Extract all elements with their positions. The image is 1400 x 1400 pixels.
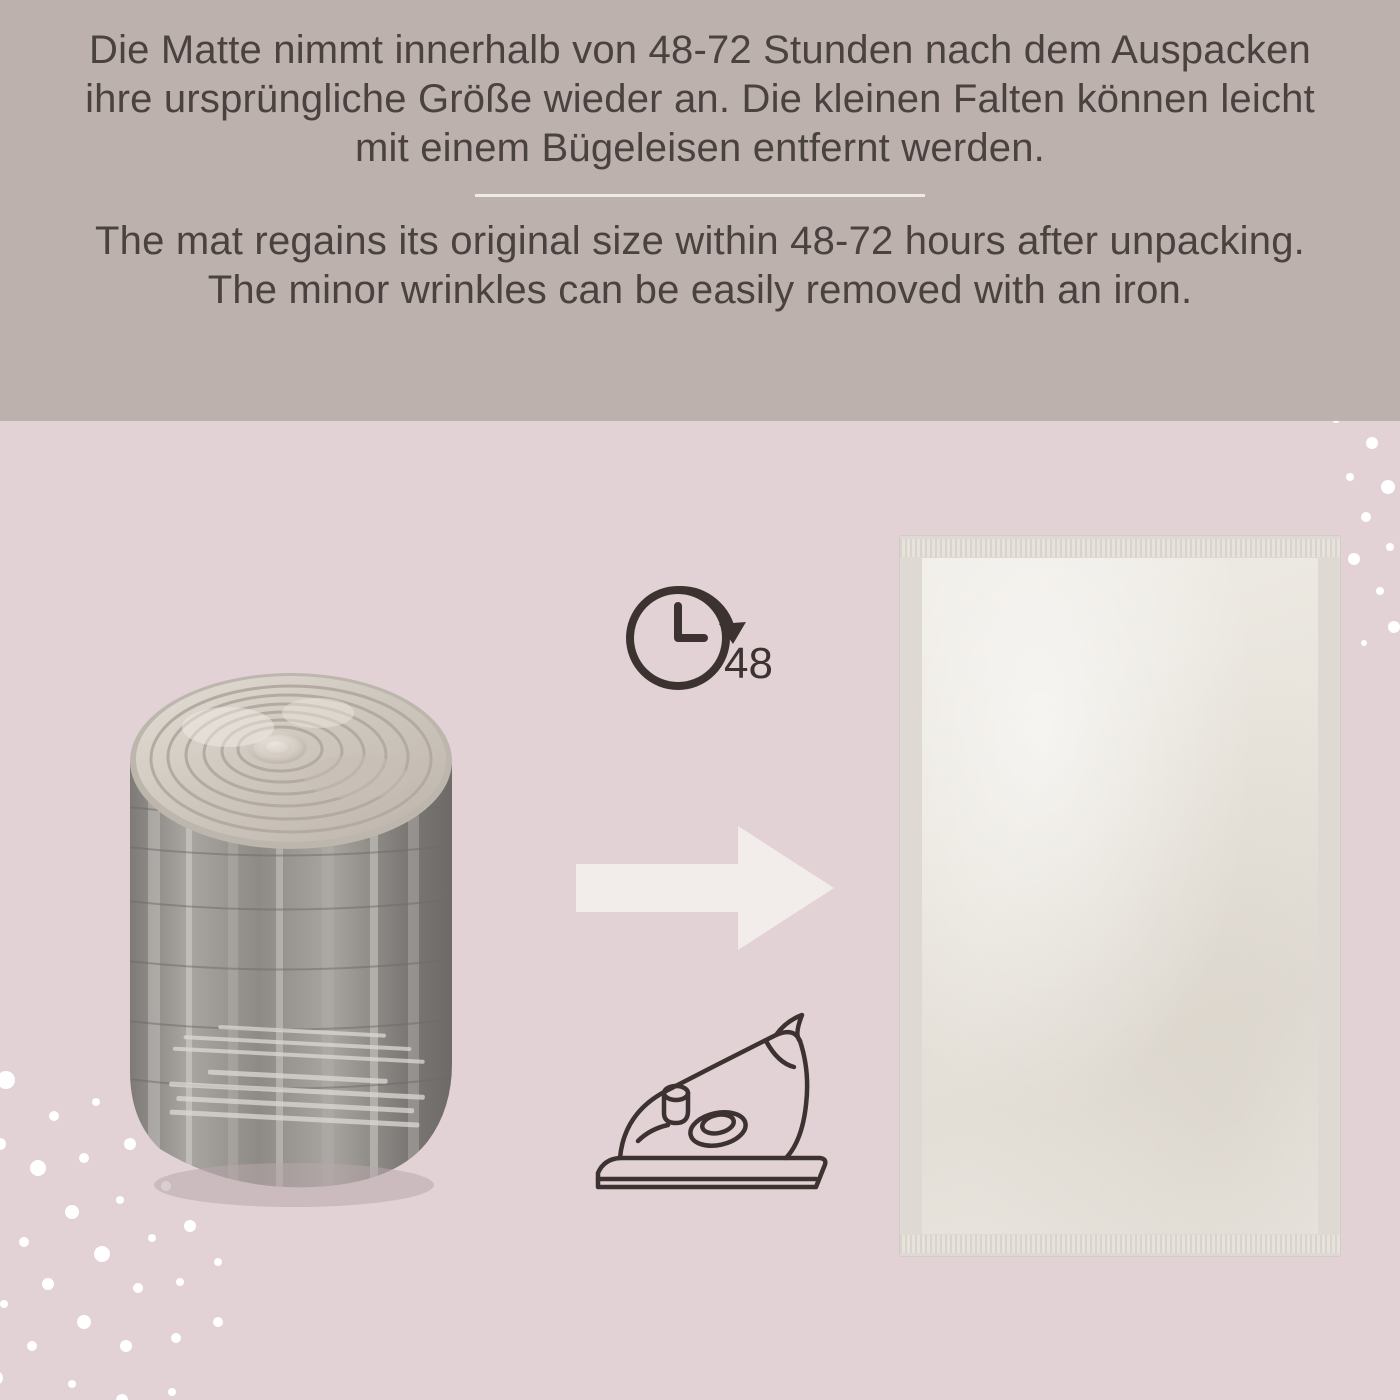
mat-border [900,536,1340,1256]
clock-hours-label: 48 [724,639,773,688]
mat-fringe-top [900,539,1340,557]
clock-48h-icon [620,576,790,706]
iron-icon [580,1001,850,1231]
illustration-stage [0,421,1400,1400]
mat-fringe-bottom [900,1235,1340,1253]
right-arrow-icon-svg [570,816,840,961]
iron-icon-svg [580,1001,850,1231]
flat-mat-image [900,536,1340,1256]
clock-48h-icon-svg [620,576,790,706]
right-arrow-icon [570,816,840,961]
banner-text-german: Die Matte nimmt innerhalb von 48-72 Stunden nach dem Auspacken ihre ursprüngliche Größe wieder an. Die kleinen Falten können leicht mit einem Bügeleisen entfernt werden. [85,28,1315,170]
banner-text-english: The mat regains its original size within 48-72 hours after unpacking. The minor wrinkles can be easily removed with an iron. [95,219,1305,313]
banner-divider [475,194,925,197]
mat-surface [922,558,1318,1234]
info-banner [0,0,1400,421]
rolled-mat-illustration [108,601,478,1211]
rolled-mat-image [108,601,478,1211]
mat-sheen [922,558,1318,1234]
